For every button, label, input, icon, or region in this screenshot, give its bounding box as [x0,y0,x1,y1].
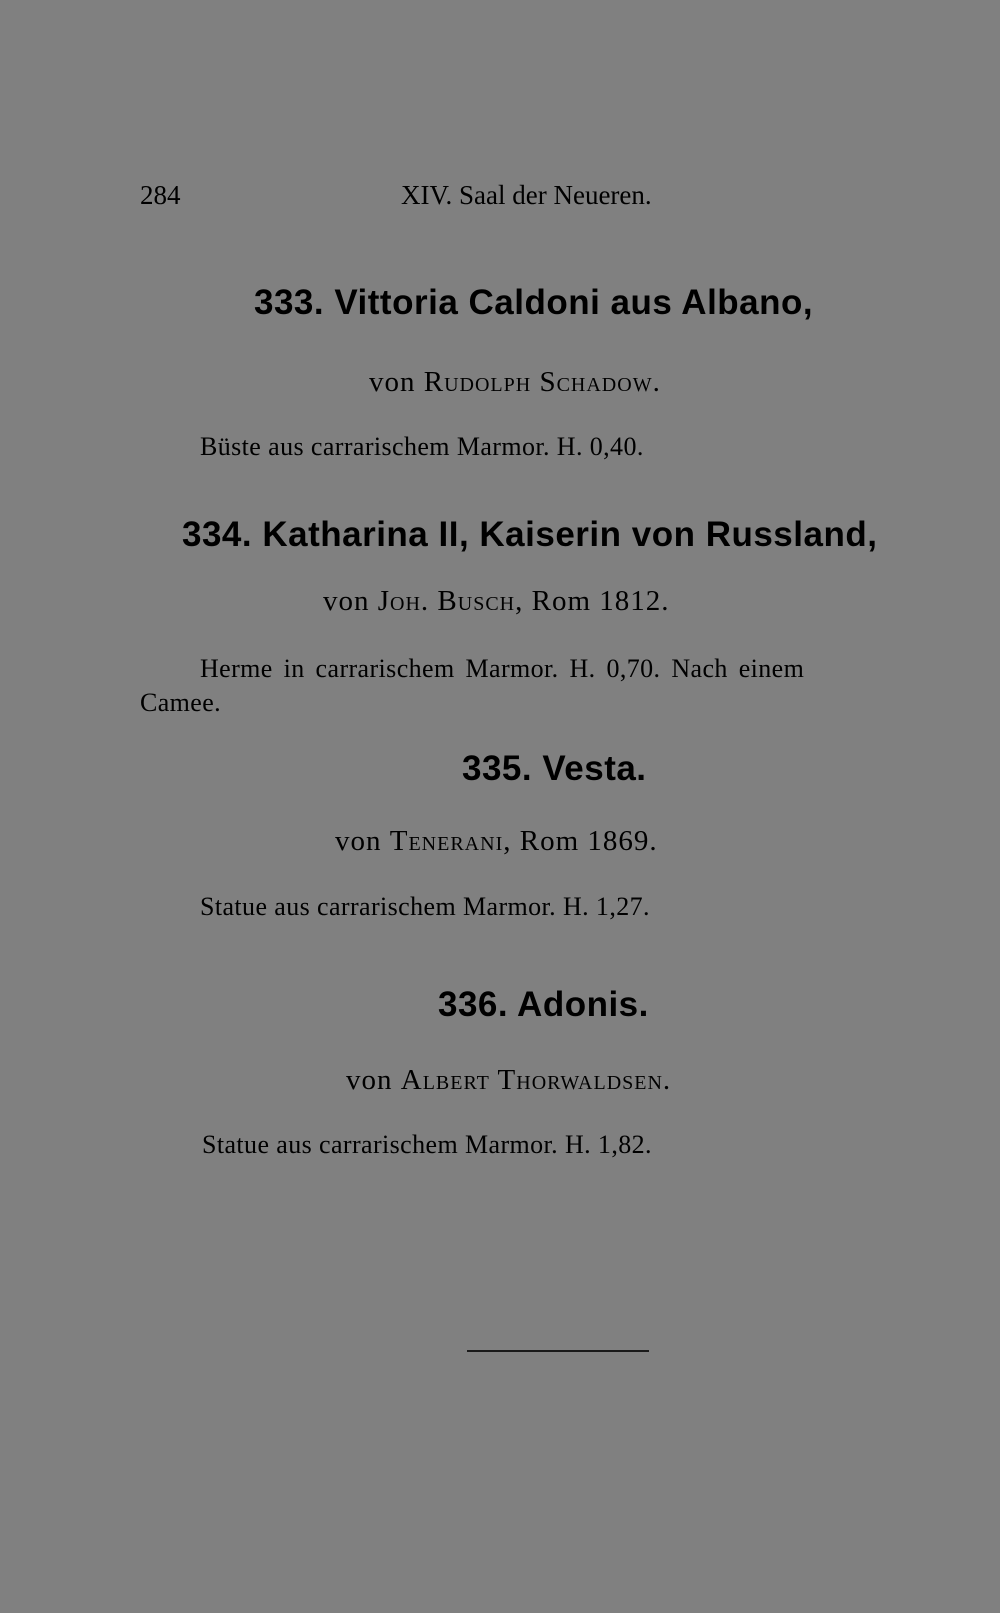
entry-336-title: 336. Adonis. [438,985,649,1024]
page-number: 284 [140,180,181,210]
artist-place-date: Rom 1869. [519,825,658,857]
entry-333-description: Büste aus carrarischem Marmor. H. 0,40. [200,432,644,461]
entry-336-description: Statue aus carrarischem Marmor. H. 1,82. [202,1130,652,1159]
artist-name: Tenerani, [389,825,512,857]
entry-335-description: Statue aus carrarischem Marmor. H. 1,27. [200,892,650,921]
artist-prefix: von [346,1064,393,1096]
entry-335-title: 335. Vesta. [462,749,647,788]
entry-335-artist [335,825,658,858]
entry-333-title: 333. Vittoria Caldoni aus Albano, [254,283,814,322]
artist-prefix: von [369,366,416,398]
artist-name: Albert Thorwaldsen. [400,1064,672,1096]
entry-334-title: 334. Katharina II, Kaiserin von Russland, [182,515,878,554]
closing-rule [467,1350,649,1352]
artist-prefix: von [323,585,370,617]
entry-334-description-line2: Camee. [140,688,222,717]
artist-name: Joh. Busch, [377,585,524,617]
entry-333-artist [369,366,661,399]
entry-334-artist [323,585,670,618]
running-head: XIV. Saal der Neueren. [401,180,652,210]
artist-prefix: von [335,825,382,857]
artist-place-date: Rom 1812. [531,585,670,617]
entry-334-description-line1: Herme in carrarischem Marmor. H. 0,70. Nach einem [200,654,805,683]
artist-name: Rudolph Schadow. [423,366,661,398]
entry-336-artist [346,1064,671,1097]
